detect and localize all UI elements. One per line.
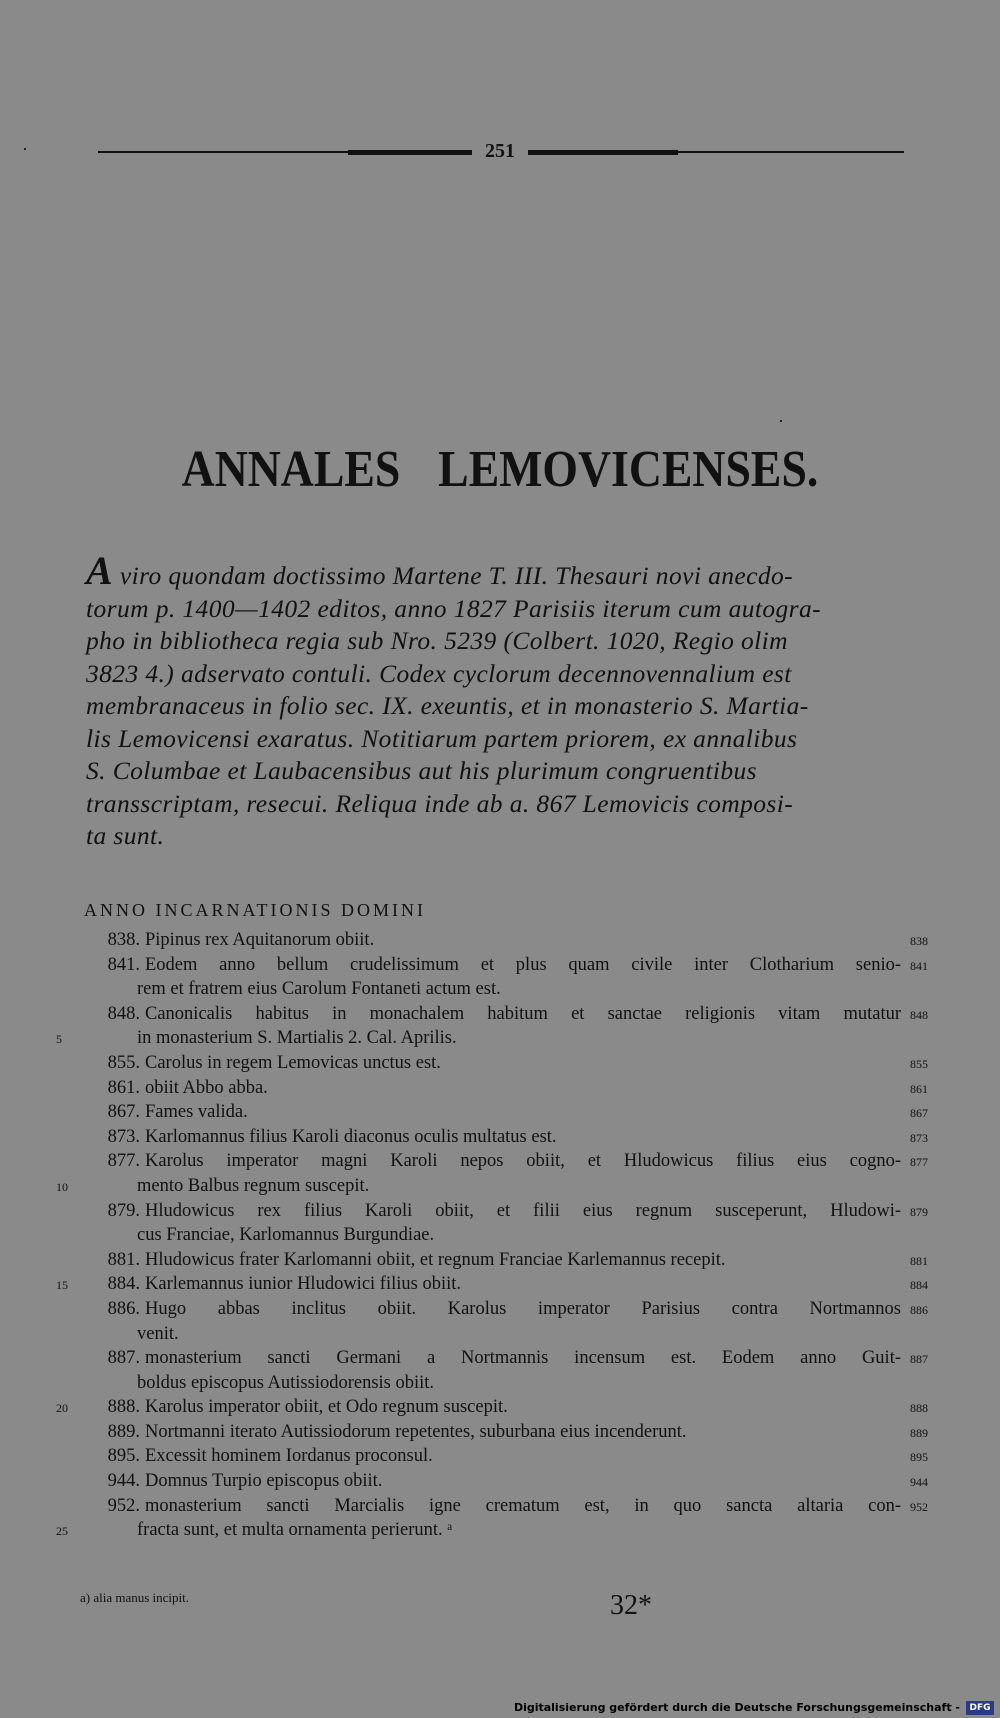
entry-year: 889. [107,1421,140,1442]
margin-year: 877 [910,1155,928,1170]
entry-text: fracta sunt, et multa ornamenta perierunt. ᵃ [137,1520,453,1541]
entry-line [0,1446,1000,1471]
entry-line [0,1299,1000,1324]
entry-line [0,1422,1000,1447]
entry-line [0,1397,1000,1422]
margin-year: 861 [910,1081,928,1096]
margin-year: 895 [910,1450,928,1465]
entry-text: Canonicalis habitus in monachalem habitum et sanctae religionis vitam mutatur [145,1003,901,1024]
entry-text: monasterium sancti Germani a Nortmannis incensum est. Eodem anno Guit- [145,1348,901,1369]
header-rule-left-bold [348,150,472,155]
annal-entry [0,1274,1000,1299]
entry-line [0,1373,1000,1398]
entry-line [0,1324,1000,1349]
entry-line [0,930,1000,955]
margin-year: 838 [910,934,928,948]
annal-entries [0,930,1000,1545]
entry-year: 888. [107,1397,140,1418]
header-rule-right-bold [528,150,678,155]
intro-line: viro quondam doctissimo Martene T. III. Thesauri novi anecdo- [113,561,794,590]
entry-year: 838. [107,930,140,950]
margin-year: 848 [910,1007,928,1022]
margin-year: 881 [910,1253,928,1268]
entry-line [0,1102,1000,1127]
intro-line: 3823 4.) adservato contuli. Codex cyclorum decennovennalium est [86,658,792,688]
entry-line [0,1496,1000,1521]
entry-year: 873. [107,1126,140,1147]
entry-line [0,1028,1000,1053]
annal-entry [0,1078,1000,1103]
page-number: 251 [485,140,515,162]
intro-line: S. Columbae et Laubacensibus aut his plurimum congruentibus [86,756,757,785]
entry-line [0,1225,1000,1250]
entry-line [0,1201,1000,1226]
annal-entry [0,1053,1000,1078]
annal-entry [0,930,1000,955]
entry-line [0,1520,1000,1545]
entry-line [0,1348,1000,1373]
entry-line [0,1176,1000,1201]
entry-line [0,1078,1000,1103]
entry-text: monasterium sancti Marcialis igne crematum est, in quo sancta altaria con- [145,1495,901,1516]
entry-year: 861. [107,1077,140,1098]
footer-credit: Digitalisierung gefördert durch die Deutsche Forschungsgemeinschaft - [513,1701,960,1714]
entry-text: Pipinus rex Aquitanorum obiit. [145,930,375,950]
line-number: 5 [56,1032,62,1047]
entry-year: 877. [107,1151,140,1172]
annal-entry [0,1004,1000,1053]
annal-entry [0,1422,1000,1447]
intro-line: pho in bibliotheca regia sub Nro. 5239 (Colbert. 1020, Regio olim [86,626,788,655]
margin-year: 841 [910,958,928,973]
entry-line [0,979,1000,1004]
entry-text: mento Balbus regnum suscepit. [137,1175,370,1196]
entry-text: Domnus Turpio episcopus obiit. [145,1471,383,1492]
annal-entry [0,1471,1000,1496]
footer-bar [0,1696,1000,1718]
intro-line: torum p. 1400—1402 editos, anno 1827 Parisiis iterum cum autogra- [86,593,822,623]
annal-entry [0,1446,1000,1471]
entry-text: Karolus imperator magni Karoli nepos obiit, et Hludowicus filius eius cogno- [145,1151,901,1172]
entry-year: 879. [107,1200,140,1221]
entry-text: Hludowicus frater Karlomanni obiit, et regnum Franciae Karlemannus recepit. [145,1249,726,1270]
margin-year: 873 [910,1130,928,1145]
entry-text: in monasterium S. Martialis 2. Cal. Aprilis. [137,1028,457,1049]
entry-year: 952. [107,1495,140,1516]
line-number: 20 [56,1401,68,1416]
entry-text: Carolus in regem Lemovicas unctus est. [145,1052,441,1073]
entry-year: 887. [107,1348,140,1369]
margin-year: 867 [910,1106,928,1121]
annal-entry [0,1127,1000,1152]
entry-year: 884. [107,1274,140,1295]
annal-entry [0,1151,1000,1200]
page-title: ANNALES LEMOVICENSES. [181,441,819,498]
annal-entry [0,1102,1000,1127]
annal-entry [0,1348,1000,1397]
margin-year: 944 [910,1475,928,1490]
scan-speck [780,420,782,422]
entry-text: Nortmanni iterato Autissiodorum repetentes, suburbana eius incenderunt. [145,1421,687,1442]
signature-mark: 32* [610,1590,652,1621]
section-heading: ANNO INCARNATIONIS DOMINI [84,900,426,920]
footnote: a) alia manus incipit. [80,1590,190,1605]
margin-year: 887 [910,1352,928,1367]
entry-text: boldus episcopus Autissiodorensis obiit. [137,1372,435,1393]
margin-year: 889 [910,1425,928,1440]
entry-text: cus Franciae, Karlomannus Burgundiae. [137,1225,435,1246]
annal-entry [0,1250,1000,1275]
dfg-logo: DFG [966,1701,994,1715]
line-number: 25 [56,1524,68,1539]
entry-text: Karlomannus filius Karoli diaconus oculis multatus est. [145,1126,557,1147]
entry-line [0,1250,1000,1275]
entry-text: obiit Abbo abba. [145,1077,268,1098]
entry-text: Eodem anno bellum crudelissimum et plus quam civile inter Clotharium senio- [145,954,901,975]
entry-text: Karlemannus iunior Hludowici filius obiit. [145,1274,461,1295]
intro-dropcap: A [86,548,114,593]
intro-line: lis Lemovicensi exaratus. Notitiarum partem priorem, ex annalibus [86,723,798,753]
intro-line: transscriptam, resecui. Reliqua inde ab a. 867 Lemovicis composi- [86,788,794,818]
annal-entry [0,1496,1000,1545]
intro-line: membranaceus in folio sec. IX. exeuntis, et in monasterio S. Martia- [86,691,809,720]
entry-year: 895. [107,1446,140,1467]
entry-year: 867. [107,1102,140,1123]
entry-line [0,1004,1000,1029]
margin-year: 886 [910,1302,928,1317]
intro-paragraph [86,548,904,853]
margin-year: 952 [910,1499,928,1514]
entry-text: rem et fratrem eius Carolum Fontaneti actum est. [137,979,501,1000]
entry-text: Karolus imperator obiit, et Odo regnum suscepit. [145,1397,508,1418]
entry-year: 848. [107,1003,140,1024]
entry-line [0,1053,1000,1078]
annal-entry [0,955,1000,1004]
intro-line: ta sunt. [86,821,165,850]
entry-year: 886. [107,1298,140,1319]
entry-line [0,1274,1000,1299]
entry-text: venit. [137,1323,179,1344]
scan-speck [24,148,26,150]
entry-line [0,955,1000,980]
annal-entry [0,1201,1000,1250]
margin-year: 884 [910,1278,928,1293]
margin-year: 855 [910,1056,928,1071]
margin-year: 879 [910,1204,928,1219]
entry-line [0,1151,1000,1176]
entry-text: Hludowicus rex filius Karoli obiit, et filii eius regnum susceperunt, Hludowi- [145,1200,901,1221]
page-header [98,140,904,164]
annal-entry [0,1397,1000,1422]
entry-year: 944. [107,1471,140,1492]
margin-year: 888 [910,1401,928,1416]
line-number: 15 [56,1278,68,1293]
entry-text: Excessit hominem Iordanus proconsul. [145,1446,433,1467]
entry-year: 855. [107,1052,140,1073]
line-number: 10 [56,1179,68,1194]
entry-year: 841. [107,954,140,975]
entry-line [0,1127,1000,1152]
annal-entry [0,1299,1000,1348]
entry-text: Fames valida. [145,1102,248,1123]
entry-year: 881. [107,1249,140,1270]
entry-line [0,1471,1000,1496]
entry-text: Hugo abbas inclitus obiit. Karolus imperator Parisius contra Nortmannos [145,1298,901,1319]
